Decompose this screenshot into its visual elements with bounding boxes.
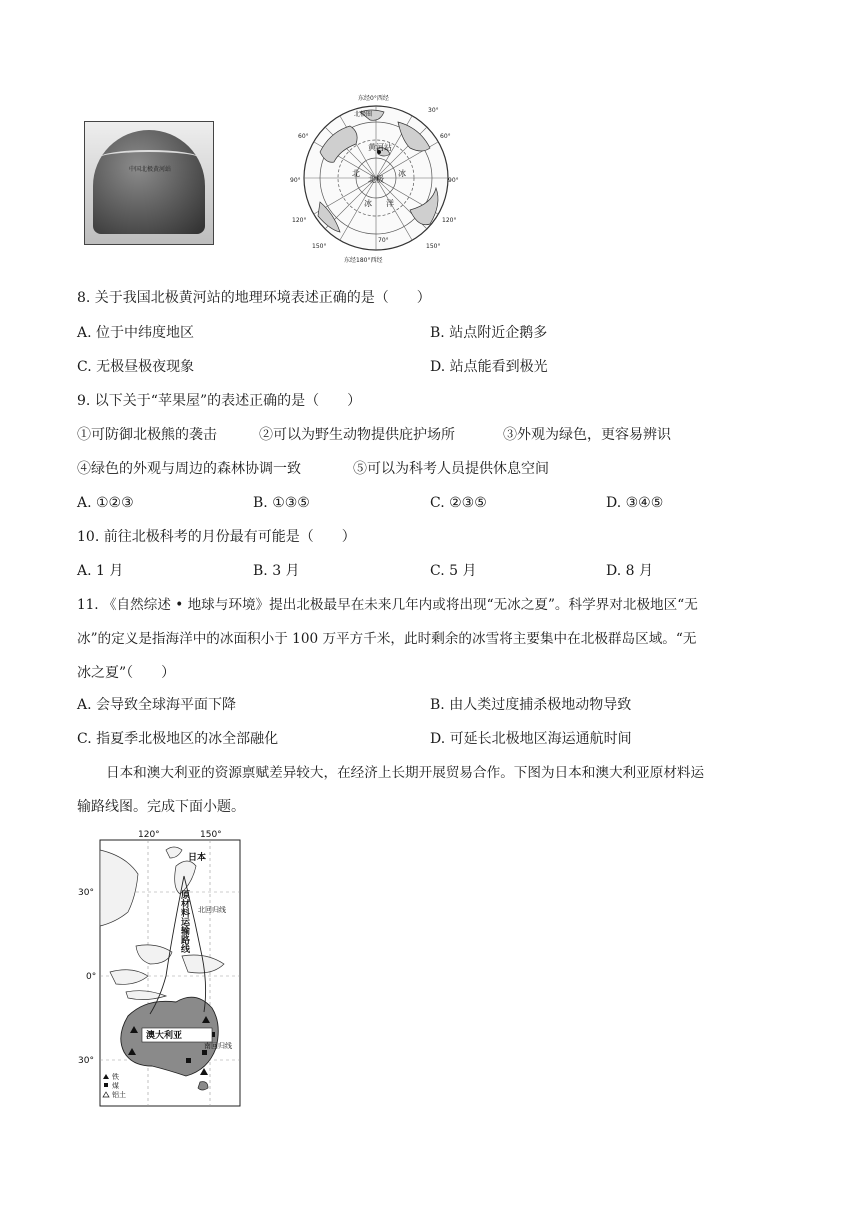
tropic-of-capricorn-label: 南回归线 — [204, 1042, 232, 1050]
q11-stem-line-2: 冰”的定义是指海洋中的冰面积小于 100 万平方千米，此时剩余的冰雪将主要集中在北极群岛区域。“无 — [77, 631, 697, 647]
apple-house-photo — [84, 121, 214, 245]
q11-option-c[interactable]: C. 指夏季北极地区的冰全部融化 — [77, 731, 279, 747]
svg-text:90°: 90° — [290, 177, 301, 184]
svg-text:150°: 150° — [200, 830, 222, 840]
pole-label: 北极 — [368, 175, 384, 184]
q9-statement-1: ①可防御北极熊的袭击 — [77, 427, 217, 443]
svg-text:30°: 30° — [428, 107, 439, 114]
svg-text:60°: 60° — [440, 133, 451, 140]
q10-option-b[interactable]: B. 3 月 — [253, 563, 300, 579]
q10-option-d[interactable]: D. 8 月 — [606, 563, 653, 579]
q8-option-d[interactable]: D. 站点能看到极光 — [430, 359, 548, 375]
q9-statement-3: ③外观为绿色，更容易辨识 — [503, 427, 671, 443]
tropic-of-cancer-label: 北回归线 — [198, 906, 226, 914]
q8-option-a[interactable]: A. 位于中纬度地区 — [77, 325, 195, 341]
svg-text:120°: 120° — [138, 830, 160, 840]
arctic-circle-label: 北极圈 — [354, 111, 373, 118]
q10-option-c[interactable]: C. 5 月 — [430, 563, 477, 579]
q10-stem: 10. 前往北极科考的月份最有可能是（ ） — [77, 529, 356, 545]
q8-option-b[interactable]: B. 站点附近企鹅多 — [430, 325, 548, 341]
q9-option-c[interactable]: C. ②③⑤ — [430, 495, 487, 511]
svg-text:120°: 120° — [442, 217, 457, 224]
legend-coal: 煤 — [112, 1082, 119, 1090]
q9-stem: 9. 以下关于“苹果屋”的表述正确的是（ ） — [77, 393, 362, 409]
japan-label: 日本 — [188, 853, 207, 863]
q8-stem: 8. 关于我国北极黄河站的地理环境表述正确的是（ ） — [77, 290, 431, 306]
arctic-polar-map — [290, 92, 462, 264]
passage-line-2: 输路线图。完成下面小题。 — [77, 799, 245, 815]
legend-bauxite: 铝土 — [112, 1091, 126, 1099]
q9-option-a[interactable]: A. ①②③ — [77, 495, 134, 511]
legend-iron: 铁 — [112, 1073, 119, 1081]
q9-option-d[interactable]: D. ③④⑤ — [606, 495, 664, 511]
route-label: 原材料运输路线 — [179, 890, 189, 953]
q11-option-d[interactable]: D. 可延长北极地区海运通航时间 — [430, 731, 632, 747]
svg-text:洋: 洋 — [386, 199, 394, 208]
japan-australia-route-map — [76, 826, 244, 1110]
svg-text:70°: 70° — [378, 237, 389, 244]
svg-text:北: 北 — [352, 169, 360, 178]
q8-option-c[interactable]: C. 无极昼极夜现象 — [77, 359, 195, 375]
q11-stem-line-3: 冰之夏”（ ） — [77, 665, 176, 681]
svg-text:60°: 60° — [298, 133, 309, 140]
q9-statement-4: ④绿色的外观与周边的森林协调一致 — [77, 461, 301, 477]
svg-text:冰: 冰 — [398, 169, 406, 178]
svg-text:150°: 150° — [312, 243, 327, 250]
svg-text:120°: 120° — [292, 217, 307, 224]
station-label: 黄河站 — [368, 143, 392, 152]
q11-stem-line-1: 11. 《自然综述 • 地球与环境》提出北极最早在未来几年内或将出现“无冰之夏”。科学界对北极地区“无 — [77, 597, 698, 613]
svg-text:90°: 90° — [448, 177, 459, 184]
svg-text:冰: 冰 — [364, 199, 372, 208]
apple-house-dome — [93, 130, 205, 234]
q11-option-a[interactable]: A. 会导致全球海平面下降 — [77, 697, 237, 713]
svg-text:0°: 0° — [86, 972, 97, 982]
q9-statement-2: ②可以为野生动物提供庇护场所 — [259, 427, 455, 443]
passage-line-1: 日本和澳大利亚的资源禀赋差异较大，在经济上长期开展贸易合作。下图为日本和澳大利亚原材料运 — [106, 765, 705, 781]
australia-label: 澳大利亚 — [146, 1031, 183, 1041]
svg-text:30°: 30° — [78, 1056, 94, 1066]
map-bottom-label: 东经180°西经 — [344, 257, 383, 264]
photo-caption: 中国北极黄河站 — [129, 166, 172, 173]
svg-text:30°: 30° — [78, 888, 94, 898]
q10-option-a[interactable]: A. 1 月 — [77, 563, 124, 579]
q9-option-b[interactable]: B. ①③⑤ — [253, 495, 310, 511]
map-top-label: 东经0°西经 — [358, 95, 389, 102]
svg-text:150°: 150° — [426, 243, 441, 250]
q11-option-b[interactable]: B. 由人类过度捕杀极地动物导致 — [430, 697, 632, 713]
q9-statement-5: ⑤可以为科考人员提供休息空间 — [353, 461, 549, 477]
